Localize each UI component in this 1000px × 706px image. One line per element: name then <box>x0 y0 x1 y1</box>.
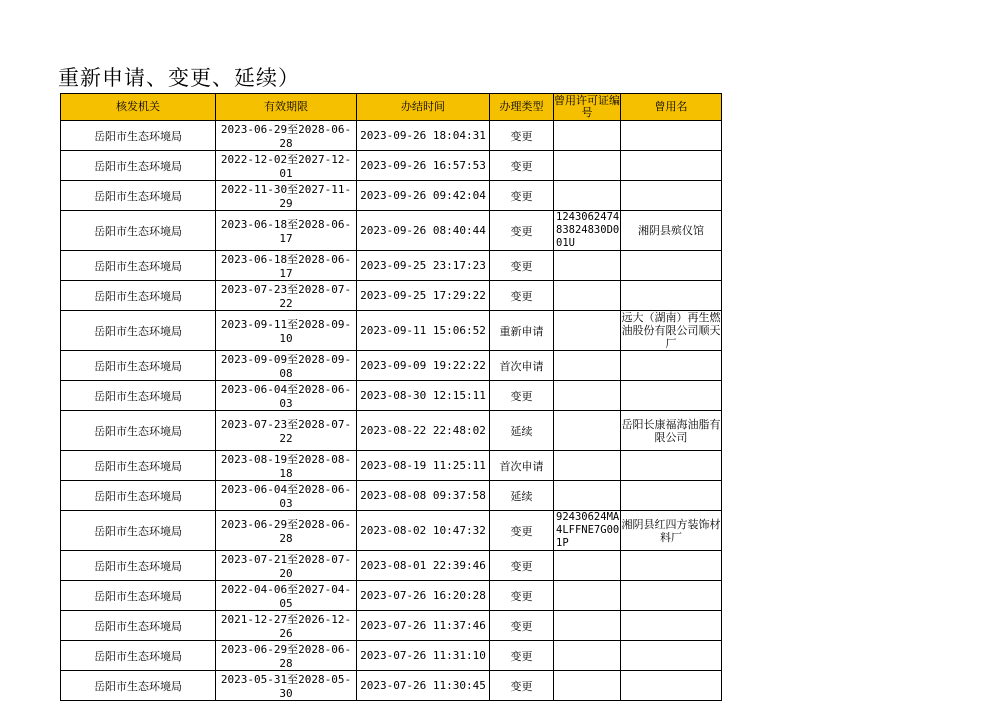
cell-type[interactable] <box>490 251 554 281</box>
cell-validity[interactable] <box>216 121 357 151</box>
cell-validity-text: 2023-06-18至2028-06-17 <box>220 253 352 280</box>
cell-former-name[interactable] <box>621 641 722 671</box>
cell-authority[interactable] <box>61 581 216 611</box>
cell-completed-time-text: 2023-09-25 23:17:23 <box>360 259 486 272</box>
cell-former-name[interactable] <box>621 551 722 581</box>
cell-former-name[interactable] <box>621 481 722 511</box>
cell-type[interactable] <box>490 611 554 641</box>
cell-validity[interactable] <box>216 511 357 551</box>
cell-completed-time[interactable] <box>357 151 490 181</box>
cell-completed-time[interactable] <box>357 211 490 251</box>
cell-completed-time-text: 2023-07-26 11:31:10 <box>360 649 486 662</box>
cell-former-permit[interactable] <box>554 311 621 351</box>
cell-former-permit[interactable] <box>554 551 621 581</box>
cell-validity[interactable] <box>216 641 357 671</box>
cell-completed-time-text: 2023-08-19 11:25:11 <box>360 459 486 472</box>
cell-validity-text: 2023-06-04至2028-06-03 <box>220 483 352 510</box>
cell-authority[interactable] <box>61 281 216 311</box>
table-row[interactable] <box>61 411 722 451</box>
header-row <box>61 94 722 121</box>
cell-type[interactable] <box>490 211 554 251</box>
cell-authority-text: 岳阳市生态环境局 <box>94 559 182 573</box>
cell-former-name-text: 远大（湖南）再生燃油股份有限公司顺天厂 <box>621 311 721 350</box>
cell-validity-text: 2023-06-18至2028-06-17 <box>220 218 352 245</box>
cell-former-permit-text: 124306247483824830D001U <box>556 211 620 249</box>
cell-type[interactable] <box>490 411 554 451</box>
cell-validity-text: 2023-05-31至2028-05-30 <box>220 673 352 700</box>
cell-completed-time-text: 2023-07-26 11:30:45 <box>360 679 486 692</box>
cell-former-name-text: 岳阳长康福海油脂有限公司 <box>621 417 721 444</box>
cell-former-name[interactable] <box>621 381 722 411</box>
cell-type-text: 延续 <box>510 489 533 503</box>
cell-completed-time-text: 2023-07-26 16:20:28 <box>360 589 486 602</box>
cell-validity-text: 2023-06-04至2028-06-03 <box>220 383 352 410</box>
cell-former-permit[interactable] <box>554 641 621 671</box>
table-row[interactable] <box>61 351 722 381</box>
cell-authority-text: 岳阳市生态环境局 <box>94 489 182 503</box>
cell-completed-time-text: 2023-09-09 19:22:22 <box>360 359 486 372</box>
cell-completed-time[interactable] <box>357 451 490 481</box>
cell-former-permit[interactable] <box>554 611 621 641</box>
cell-completed-time[interactable] <box>357 381 490 411</box>
table-row[interactable] <box>61 181 722 211</box>
cell-completed-time-text: 2023-08-01 22:39:46 <box>360 559 486 572</box>
cell-authority[interactable] <box>61 451 216 481</box>
cell-validity-text: 2023-07-21至2028-07-20 <box>220 553 352 580</box>
sheet-title: 重新申请、变更、延续） <box>58 66 300 90</box>
cell-validity[interactable] <box>216 311 357 351</box>
table-row[interactable] <box>61 581 722 611</box>
cell-type[interactable] <box>490 671 554 701</box>
cell-validity-text: 2023-09-11至2028-09-10 <box>220 318 352 345</box>
cell-type-text: 重新申请 <box>499 324 544 338</box>
column-header-validity[interactable]: 有效期限 <box>216 94 357 121</box>
cell-completed-time[interactable] <box>357 281 490 311</box>
cell-former-name[interactable] <box>621 581 722 611</box>
cell-former-permit[interactable] <box>554 181 621 211</box>
cell-authority[interactable] <box>61 121 216 151</box>
cell-former-name[interactable] <box>621 451 722 481</box>
cell-type-text: 变更 <box>510 159 533 173</box>
cell-completed-time-text: 2023-09-26 16:57:53 <box>360 159 486 172</box>
cell-former-permit[interactable] <box>554 281 621 311</box>
table-row[interactable] <box>61 481 722 511</box>
cell-type[interactable] <box>490 511 554 551</box>
cell-validity-text: 2023-07-23至2028-07-22 <box>220 283 352 310</box>
cell-type[interactable] <box>490 121 554 151</box>
cell-validity[interactable] <box>216 381 357 411</box>
cell-completed-time-text: 2023-08-30 12:15:11 <box>360 389 486 402</box>
cell-authority[interactable] <box>61 381 216 411</box>
table-row[interactable] <box>61 611 722 641</box>
cell-authority[interactable] <box>61 411 216 451</box>
cell-former-name[interactable] <box>621 511 722 551</box>
cell-authority-text: 岳阳市生态环境局 <box>94 619 182 633</box>
cell-former-name[interactable] <box>621 411 722 451</box>
cell-former-name-text: 湘阴县红四方装饰材料厂 <box>621 517 721 544</box>
cell-authority[interactable] <box>61 211 216 251</box>
cell-validity[interactable] <box>216 481 357 511</box>
cell-completed-time[interactable] <box>357 251 490 281</box>
column-header-type[interactable]: 办理类型 <box>490 94 554 121</box>
cell-former-permit[interactable] <box>554 381 621 411</box>
cell-authority-text: 岳阳市生态环境局 <box>94 289 182 303</box>
cell-type[interactable] <box>490 281 554 311</box>
table-row[interactable] <box>61 451 722 481</box>
cell-authority-text: 岳阳市生态环境局 <box>94 679 182 693</box>
cell-authority[interactable] <box>61 251 216 281</box>
cell-completed-time[interactable] <box>357 311 490 351</box>
cell-type[interactable] <box>490 481 554 511</box>
cell-type[interactable] <box>490 311 554 351</box>
cell-former-permit-text: 92430624MA4LFFNE7G001P <box>556 511 620 549</box>
cell-completed-time[interactable] <box>357 481 490 511</box>
cell-former-permit[interactable] <box>554 151 621 181</box>
table-row[interactable] <box>61 671 722 701</box>
cell-validity-text: 2023-09-09至2028-09-08 <box>220 353 352 380</box>
cell-authority[interactable] <box>61 351 216 381</box>
cell-completed-time[interactable] <box>357 411 490 451</box>
cell-validity-text: 2023-08-19至2028-08-18 <box>220 453 352 480</box>
cell-authority[interactable] <box>61 311 216 351</box>
table-row[interactable] <box>61 381 722 411</box>
table-row[interactable] <box>61 121 722 151</box>
cell-authority-text: 岳阳市生态环境局 <box>94 589 182 603</box>
cell-validity-text: 2023-07-23至2028-07-22 <box>220 418 352 445</box>
cell-validity[interactable] <box>216 351 357 381</box>
cell-former-name[interactable] <box>621 251 722 281</box>
cell-validity-text: 2022-11-30至2027-11-29 <box>220 183 352 210</box>
cell-type-text: 变更 <box>510 524 533 538</box>
cell-type-text: 变更 <box>510 619 533 633</box>
cell-authority-text: 岳阳市生态环境局 <box>94 259 182 273</box>
cell-type[interactable] <box>490 351 554 381</box>
permit-table <box>60 93 722 701</box>
cell-type[interactable] <box>490 581 554 611</box>
cell-completed-time[interactable] <box>357 671 490 701</box>
cell-type-text: 变更 <box>510 389 533 403</box>
cell-completed-time-text: 2023-09-25 17:29:22 <box>360 289 486 302</box>
cell-type-text: 首次申请 <box>499 459 544 473</box>
cell-validity[interactable] <box>216 451 357 481</box>
cell-completed-time[interactable] <box>357 121 490 151</box>
cell-authority-text: 岳阳市生态环境局 <box>94 189 182 203</box>
cell-validity[interactable] <box>216 181 357 211</box>
cell-validity-text: 2023-06-29至2028-06-28 <box>220 123 352 150</box>
column-header-completed-time[interactable]: 办结时间 <box>357 94 490 121</box>
cell-type[interactable] <box>490 641 554 671</box>
column-header-former-permit[interactable]: 曾用许可证编号 <box>554 94 620 119</box>
cell-type-text: 变更 <box>510 189 533 203</box>
cell-completed-time-text: 2023-08-08 09:37:58 <box>360 489 486 502</box>
cell-former-permit[interactable] <box>554 251 621 281</box>
cell-type-text: 变更 <box>510 589 533 603</box>
column-header-former-name[interactable]: 曾用名 <box>621 94 722 121</box>
cell-validity[interactable] <box>216 211 357 251</box>
cell-type[interactable] <box>490 551 554 581</box>
cell-type-text: 首次申请 <box>499 359 544 373</box>
cell-authority[interactable] <box>61 181 216 211</box>
cell-completed-time[interactable] <box>357 611 490 641</box>
cell-former-name[interactable] <box>621 611 722 641</box>
cell-validity[interactable] <box>216 551 357 581</box>
cell-validity[interactable] <box>216 281 357 311</box>
cell-former-permit[interactable] <box>554 671 621 701</box>
table-row[interactable] <box>61 211 722 251</box>
cell-completed-time-text: 2023-07-26 11:37:46 <box>360 619 486 632</box>
cell-validity[interactable] <box>216 611 357 641</box>
cell-authority-text: 岳阳市生态环境局 <box>94 224 182 238</box>
cell-authority-text: 岳阳市生态环境局 <box>94 324 182 338</box>
cell-validity-text: 2022-12-02至2027-12-01 <box>220 153 352 180</box>
cell-completed-time-text: 2023-09-26 08:40:44 <box>360 224 486 237</box>
cell-authority[interactable] <box>61 151 216 181</box>
cell-former-name-text: 湘阴县殡仪馆 <box>638 224 704 237</box>
cell-type[interactable] <box>490 181 554 211</box>
cell-type[interactable] <box>490 381 554 411</box>
cell-former-permit[interactable] <box>554 411 621 451</box>
cell-former-permit[interactable] <box>554 351 621 381</box>
cell-completed-time-text: 2023-08-22 22:48:02 <box>360 424 486 437</box>
cell-former-name[interactable] <box>621 151 722 181</box>
cell-former-name[interactable] <box>621 181 722 211</box>
cell-validity-text: 2023-06-29至2028-06-28 <box>220 643 352 670</box>
cell-completed-time-text: 2023-09-11 15:06:52 <box>360 324 486 337</box>
table-row[interactable] <box>61 281 722 311</box>
cell-type-text: 变更 <box>510 289 533 303</box>
cell-authority-text: 岳阳市生态环境局 <box>94 359 182 373</box>
table-row[interactable] <box>61 311 722 351</box>
cell-former-name[interactable] <box>621 671 722 701</box>
cell-authority-text: 岳阳市生态环境局 <box>94 159 182 173</box>
table-row[interactable] <box>61 641 722 671</box>
cell-authority[interactable] <box>61 481 216 511</box>
cell-completed-time[interactable] <box>357 351 490 381</box>
cell-validity[interactable] <box>216 581 357 611</box>
cell-completed-time[interactable] <box>357 581 490 611</box>
cell-authority[interactable] <box>61 641 216 671</box>
cell-authority[interactable] <box>61 551 216 581</box>
cell-completed-time[interactable] <box>357 511 490 551</box>
cell-validity[interactable] <box>216 151 357 181</box>
cell-former-permit[interactable] <box>554 451 621 481</box>
cell-type-text: 变更 <box>510 129 533 143</box>
cell-completed-time-text: 2023-09-26 18:04:31 <box>360 129 486 142</box>
cell-completed-time-text: 2023-09-26 09:42:04 <box>360 189 486 202</box>
cell-validity[interactable] <box>216 251 357 281</box>
cell-validity-text: 2022-04-06至2027-04-05 <box>220 583 352 610</box>
cell-authority-text: 岳阳市生态环境局 <box>94 459 182 473</box>
table-row[interactable] <box>61 511 722 551</box>
table-row[interactable] <box>61 151 722 181</box>
cell-former-name[interactable] <box>621 281 722 311</box>
cell-type-text: 延续 <box>510 424 533 438</box>
cell-completed-time-text: 2023-08-02 10:47:32 <box>360 524 486 537</box>
cell-type[interactable] <box>490 151 554 181</box>
cell-former-name[interactable] <box>621 351 722 381</box>
table-row[interactable] <box>61 251 722 281</box>
cell-former-name[interactable] <box>621 311 722 351</box>
cell-former-name[interactable] <box>621 121 722 151</box>
cell-authority-text: 岳阳市生态环境局 <box>94 649 182 663</box>
cell-validity[interactable] <box>216 671 357 701</box>
cell-authority-text: 岳阳市生态环境局 <box>94 129 182 143</box>
cell-former-permit[interactable] <box>554 121 621 151</box>
cell-authority-text: 岳阳市生态环境局 <box>94 389 182 403</box>
cell-type-text: 变更 <box>510 679 533 693</box>
cell-type-text: 变更 <box>510 224 533 238</box>
cell-former-permit[interactable] <box>554 511 621 551</box>
cell-validity[interactable] <box>216 411 357 451</box>
cell-former-name[interactable] <box>621 211 722 251</box>
cell-validity-text: 2023-06-29至2028-06-28 <box>220 518 352 545</box>
cell-former-permit[interactable] <box>554 581 621 611</box>
table-row[interactable] <box>61 551 722 581</box>
cell-authority-text: 岳阳市生态环境局 <box>94 424 182 438</box>
cell-authority[interactable] <box>61 671 216 701</box>
cell-former-permit[interactable] <box>554 211 621 251</box>
cell-authority[interactable] <box>61 611 216 641</box>
cell-validity-text: 2021-12-27至2026-12-26 <box>220 613 352 640</box>
column-header-authority[interactable]: 核发机关 <box>61 94 216 121</box>
cell-completed-time[interactable] <box>357 181 490 211</box>
cell-completed-time[interactable] <box>357 551 490 581</box>
cell-type[interactable] <box>490 451 554 481</box>
cell-type-text: 变更 <box>510 649 533 663</box>
cell-authority[interactable] <box>61 511 216 551</box>
cell-type-text: 变更 <box>510 259 533 273</box>
cell-authority-text: 岳阳市生态环境局 <box>94 524 182 538</box>
cell-completed-time[interactable] <box>357 641 490 671</box>
cell-type-text: 变更 <box>510 559 533 573</box>
cell-former-permit[interactable] <box>554 481 621 511</box>
